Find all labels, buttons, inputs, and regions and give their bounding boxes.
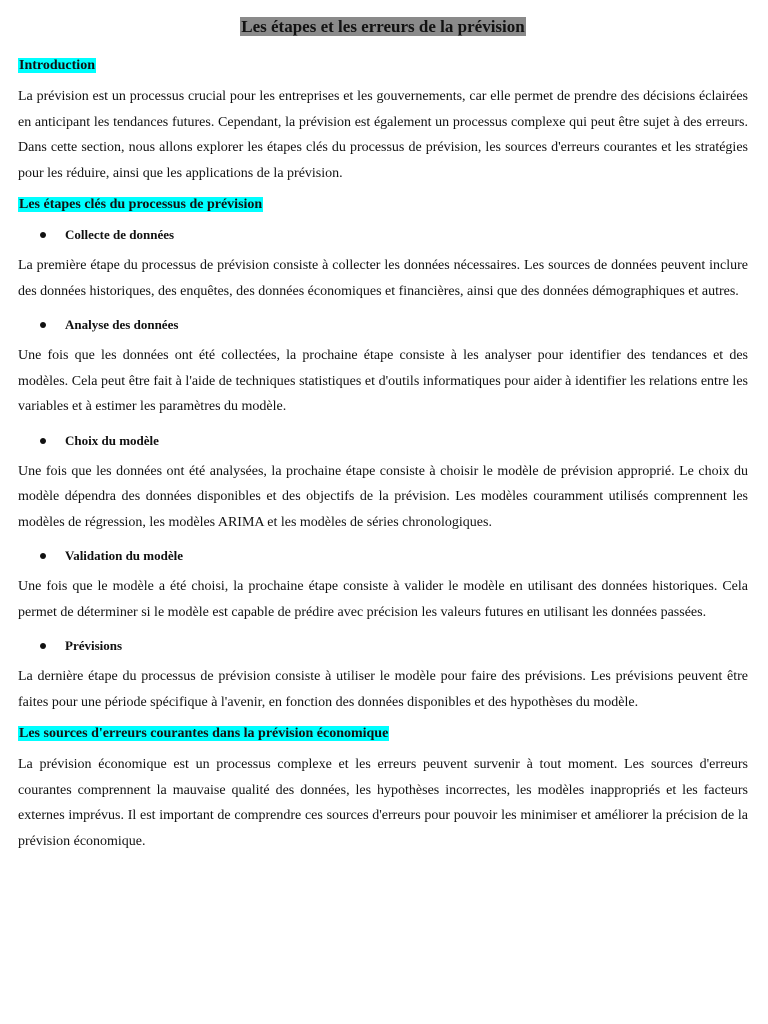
step-paragraph-choix: Une fois que les données ont été analysées, la prochaine étape consiste à choisir le modèle de prévision approprié. Le choix du modèle dépendra des données disponibles et des objectifs de la prévision. Les modèles couramment utilisés comprennent les modèles de régression, les modèles ARIMA et les modèles de séries chronologiques. bbox=[18, 463, 748, 530]
sources-paragraph: La prévision économique est un processus complexe et les erreurs peuvent survenir à tout moment. Les sources d'erreurs courantes comprennent la mauvaise qualité des données, les hypothèses incorrectes, les modèles inappropriés et les facteurs externes imprévus. Il est important de comprendre ces sources d'erreurs pour pouvoir les minimiser et améliorer la précision de la prévision économique. bbox=[18, 757, 748, 849]
step-bullet-validation bbox=[18, 547, 748, 565]
step-title-choix: Choix du modèle bbox=[65, 432, 159, 448]
section-heading-steps bbox=[18, 195, 748, 214]
bullet-dot-icon bbox=[40, 232, 46, 238]
step-paragraph-validation: Une fois que le modèle a été choisi, la prochaine étape consiste à valider le modèle en utilisant des données historiques. Cela permet de déterminer si le modèle est capable de prédire avec précision les valeurs futures en utilisant les données passées. bbox=[18, 579, 748, 620]
step-title-previsions: Prévisions bbox=[65, 638, 123, 653]
section-heading-introduction-text: Introduction bbox=[19, 58, 95, 73]
bullet-dot-icon bbox=[40, 438, 46, 444]
step-title-analyse: Analyse des données bbox=[65, 317, 179, 332]
step-paragraph-collecte: La première étape du processus de prévision consiste à collecter les données nécessaires. Les sources de données peuvent inclure des données historiques, des enquêtes, des données économiques et financières, ainsi que des données démographiques et autres. bbox=[18, 258, 748, 299]
step-title-validation: Validation du modèle bbox=[65, 548, 183, 563]
document-title-text: Les étapes et les erreurs de la prévision bbox=[241, 17, 525, 36]
section-heading-steps-text: Les étapes clés du processus de prévision bbox=[19, 197, 263, 212]
introduction-paragraph: La prévision est un processus crucial pour les entreprises et les gouvernements, car elle permet de prendre des décisions éclairées en anticipant les tendances futures. Cependant, la prévision est également un processus complexe qui peut être sujet à des erreurs. Dans cette section, nous allons explorer les étapes clés du processus de prévision, les sources d'erreurs courantes et les stratégies pour les réduire, ainsi que les applications de la prévision. bbox=[18, 89, 748, 181]
step-paragraph-previsions: La dernière étape du processus de prévision consiste à utiliser le modèle pour faire des prévisions. Les prévisions peuvent être faites pour une période spécifique à l'avenir, en fonction des données disponibles et des hypothèses du modèle. bbox=[18, 669, 748, 710]
bullet-dot-icon bbox=[40, 643, 46, 649]
step-paragraph-analyse: Une fois que les données ont été collectées, la prochaine étape consiste à les analyser pour identifier des tendances et des modèles. Cela peut être fait à l'aide de techniques statistiques et d'outils informatiques pour aider à identifier les relations entre les variables et à estimer les paramètres du modèle. bbox=[18, 348, 748, 414]
section-heading-introduction bbox=[18, 56, 748, 75]
section-heading-sources bbox=[18, 724, 748, 743]
document-title bbox=[18, 0, 748, 38]
step-bullet-collecte bbox=[18, 226, 748, 244]
step-bullet-previsions bbox=[18, 637, 748, 655]
step-title-collecte: Collecte de données bbox=[65, 227, 175, 242]
step-bullet-analyse bbox=[18, 316, 748, 334]
step-bullet-choix bbox=[18, 432, 748, 450]
bullet-dot-icon bbox=[40, 322, 46, 328]
bullet-dot-icon bbox=[40, 553, 46, 559]
section-heading-sources-text: Les sources d'erreurs courantes dans la prévision économique bbox=[19, 726, 389, 741]
